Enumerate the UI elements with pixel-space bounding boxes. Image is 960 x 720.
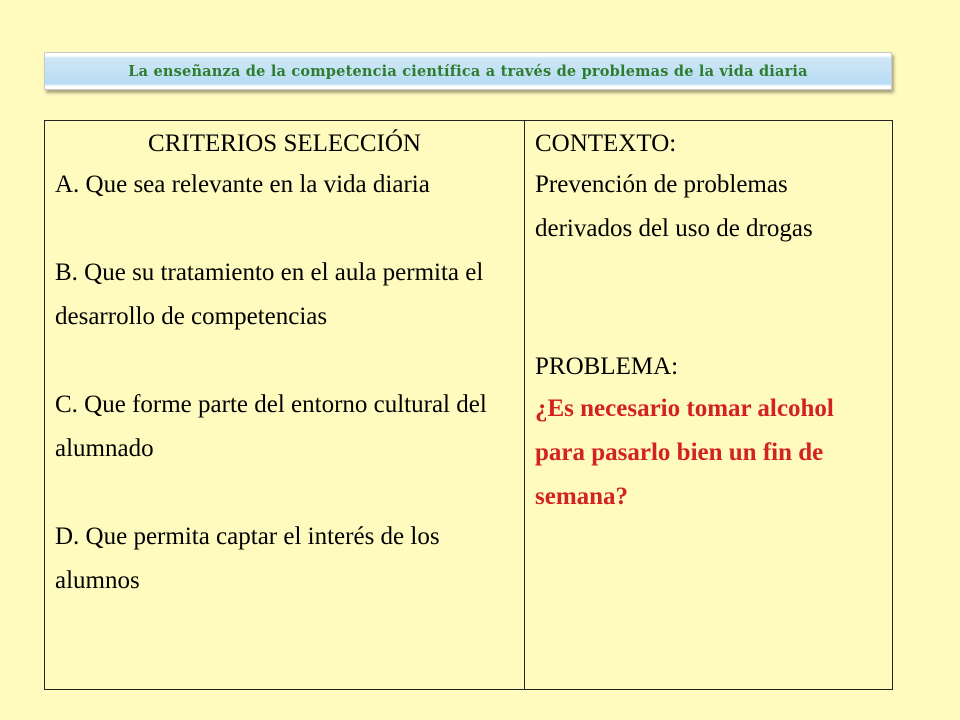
- contexto-heading: CONTEXTO:: [535, 130, 677, 157]
- problema-heading: PROBLEMA:: [535, 353, 679, 380]
- criterios-heading: CRITERIOS SELECCIÓN: [148, 130, 421, 157]
- criterio-b: B. Que su tratamiento en el aula permita el desarrollo de competencias: [55, 259, 484, 330]
- spacer: [55, 339, 514, 383]
- spacer: [55, 471, 514, 515]
- title-banner: [44, 52, 892, 90]
- contexto-cell: [525, 121, 893, 690]
- criterios-cell: [45, 121, 525, 690]
- content-table: [44, 120, 893, 690]
- criterio-c: C. Que forme parte del entorno cultural del alumnado: [55, 391, 487, 462]
- table-row: [45, 121, 893, 690]
- contexto-text: Prevención de problemas derivados del uso de drogas: [535, 171, 813, 242]
- criterio-a: A. Que sea relevante en la vida diaria: [55, 171, 430, 198]
- banner-title: La enseñanza de la competencia científica a través de problemas de la vida diaria: [128, 62, 808, 80]
- criterio-d: D. Que permita captar el interés de los alumnos: [55, 523, 440, 594]
- spacer: [55, 207, 514, 251]
- problema-question: ¿Es necesario tomar alcohol para pasarlo bien un fin de semana?: [535, 395, 834, 510]
